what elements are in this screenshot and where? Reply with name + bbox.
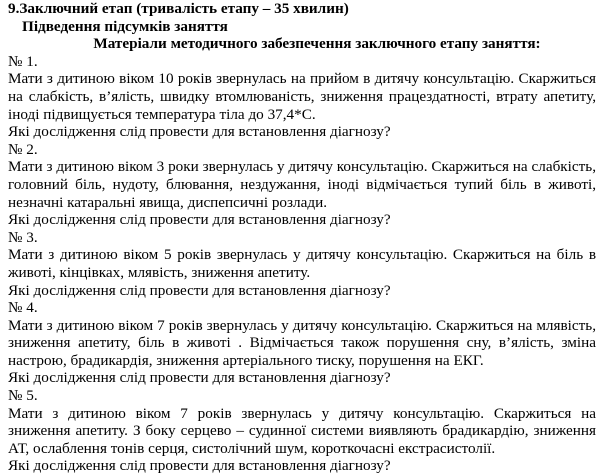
case-text: Мати з дитиною віком 5 років звернулась у дитячу консультацію. Скаржиться на біль в животі, кінцівках, млявість, зниження апетиту. <box>8 246 596 281</box>
case-text: Мати з дитиною віком 7 років звернулась у дитячу консультацію. Скаржиться на млявість, зниження апетиту, біль в животі . Відмічається також порушення сну, в’ялість, зміна настрою, брадикардія, зниження артеріального тиску, порушення на ЕКГ. <box>8 316 596 369</box>
case-1 <box>8 53 596 141</box>
case-question: Які дослідження слід провести для встановлення діагнозу? <box>8 457 391 475</box>
case-text: Мати з дитиною віком 7 років звернулась у дитячу консультацію. Скаржиться на зниження апетиту. З боку серцево – судинної системи виявляють брадикардію, зниження АТ, ослаблення тонів серця, систолічний шум, короткочасні екстрасистолії. <box>8 404 596 457</box>
case-5 <box>8 387 596 475</box>
case-question: Які дослідження слід провести для встановлення діагнозу? <box>8 281 391 299</box>
case-text: Мати з дитиною віком 3 роки звернулась у дитячу консультацію. Скаржиться на слабкість, головний біль, нудоту, блювання, нездужання, іноді відмічається тупий біль в животі, незначні катаральні явища, диспепсичні розлади. <box>8 158 596 211</box>
materials-heading: Матеріали методичного забезпечення заключного етапу заняття: <box>93 35 541 53</box>
case-question: Які дослідження слід провести для встановлення діагнозу? <box>8 211 391 229</box>
case-3 <box>8 229 596 299</box>
case-text: Мати з дитиною віком 10 років звернулась на прийом в дитячу консультацію. Скаржиться на слабкість, в’ялість, швидку втомлюваність, зниження працездатності, втрату апетиту, іноді підвищується температура тіла до 37,4*С. <box>8 70 596 123</box>
case-number: № 3. <box>8 228 38 246</box>
case-question: Які дослідження слід провести для встановлення діагнозу? <box>8 369 391 387</box>
case-number: № 4. <box>8 299 38 317</box>
case-question: Які дослідження слід провести для встановлення діагнозу? <box>8 123 391 141</box>
case-number: № 2. <box>8 140 38 158</box>
stage-heading: 9.Заключний етап (тривалість етапу – 35 хвилин) <box>8 0 349 17</box>
case-2 <box>8 141 596 229</box>
case-number: № 5. <box>8 387 38 405</box>
case-4 <box>8 299 596 387</box>
case-number: № 1. <box>8 52 38 70</box>
summary-heading: Підведення підсумків заняття <box>22 17 228 35</box>
